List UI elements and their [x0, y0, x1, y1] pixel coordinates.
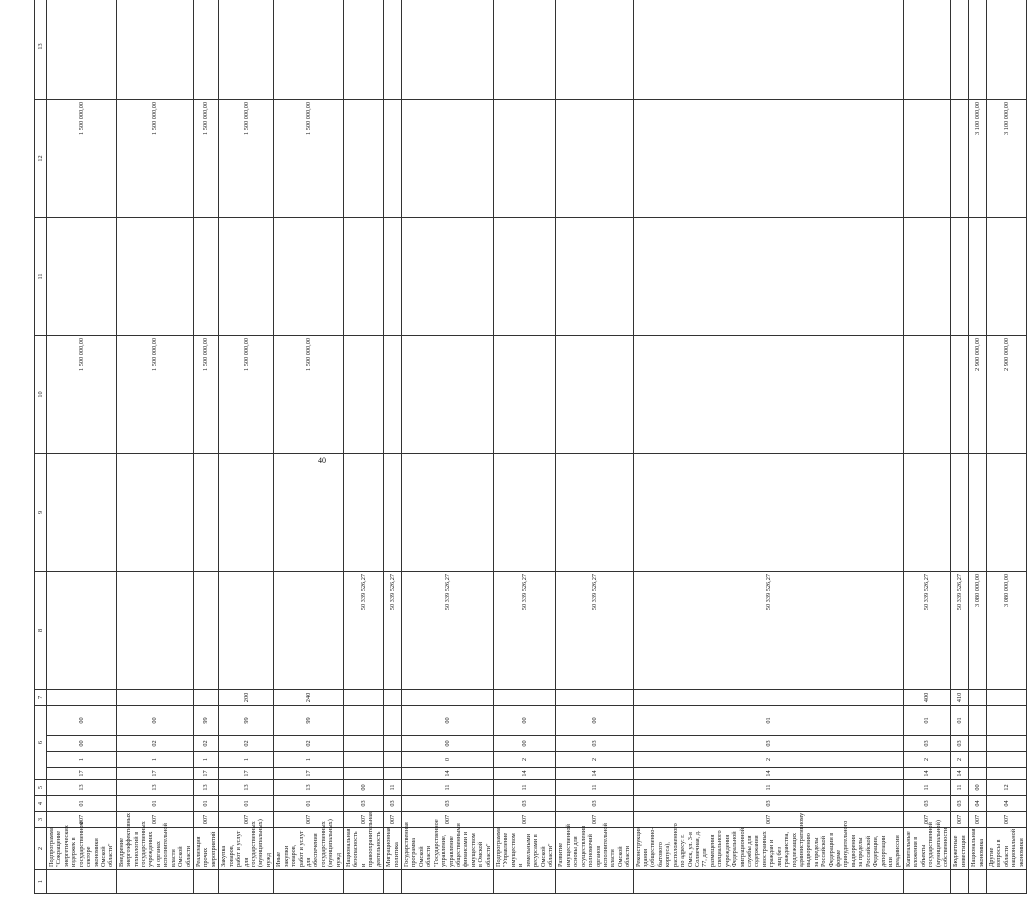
description-cell: Закупка товаров, работ и услуг для государственных (муниципальных) нужд [219, 828, 274, 870]
target-code-part-cell: 14 [633, 768, 903, 780]
target-code-part-cell: 2 [951, 752, 969, 768]
amount-col-8-cell [219, 571, 274, 689]
expense-type-cell: 240 [274, 689, 344, 705]
subsection-code-cell: 13 [274, 780, 344, 796]
target-code-part-cell: 17 [194, 768, 219, 780]
target-code-part-cell: 01 [951, 705, 969, 735]
section-code-cell: 01 [274, 796, 344, 812]
target-code-part-cell: 2 [633, 752, 903, 768]
section-code-cell: 04 [969, 796, 987, 812]
amount-col-8-cell: 3 080 000,00 [969, 571, 987, 689]
expense-type-cell [969, 689, 987, 705]
amount-col-10-cell: 1 500 000,00 [274, 335, 344, 453]
target-code-part-cell [344, 752, 384, 768]
amount-col-13-cell [384, 0, 402, 99]
grbs-code-cell: 007 [384, 812, 402, 828]
target-code-part-cell: 99 [194, 705, 219, 735]
description-cell: Реконструкция здания (общественно-бытового корпуса), расположенного по адресу: г. Омск, ул. 3-я Солнечная, д. 77, для размещения специального учреждения Федеральной миграционной службы для содержания иностранных граждан и лиц без гражданства, подлежащих административному выдворению за пределы Российской Федерации в форме принудительного выдворения за пределы Российской Федерации, депортации или реадмиссии [633, 828, 903, 870]
table-row [401, 0, 493, 894]
header-cell-4: 4 [35, 796, 47, 812]
table-row [951, 0, 969, 894]
subsection-code-cell: 13 [47, 780, 117, 796]
description-cell: Иные закупки товаров, работ и услуг для обеспечения государственных (муниципальных) нужд [274, 828, 344, 870]
target-code-part-cell: 02 [194, 736, 219, 752]
description-cell: Национальная безопасность и правоохранительная деятельность [344, 828, 384, 870]
target-code-part-cell: 1 [274, 752, 344, 768]
amount-col-12-cell: 3 100 000,00 [987, 99, 1027, 217]
row-number-cell [987, 870, 1027, 894]
amount-col-12-cell [903, 99, 951, 217]
amount-col-8-cell: 50 339 526,27 [951, 571, 969, 689]
target-code-part-cell: 02 [274, 736, 344, 752]
grbs-code-cell: 007 [116, 812, 193, 828]
subsection-code-cell: 11 [384, 780, 402, 796]
amount-col-10-cell [401, 335, 493, 453]
amount-col-13-cell [401, 0, 493, 99]
target-code-part-cell [987, 736, 1027, 752]
expense-type-cell [556, 689, 633, 705]
target-code-part-cell: 00 [47, 705, 117, 735]
amount-col-13-cell [219, 0, 274, 99]
amount-col-8-cell: 50 339 526,27 [344, 571, 384, 689]
amount-col-11-cell [47, 217, 117, 335]
description-cell: Национальная экономика [969, 828, 987, 870]
expense-type-cell [47, 689, 117, 705]
table-row [116, 0, 193, 894]
page-number: 40 [318, 456, 326, 465]
row-number-cell [401, 870, 493, 894]
row-number-cell [274, 870, 344, 894]
amount-col-10-cell: 1 500 000,00 [47, 335, 117, 453]
description-cell: Подпрограмма "Управление имуществом и земельными ресурсами в Омской области" [494, 828, 556, 870]
target-code-part-cell: 02 [116, 736, 193, 752]
target-code-part-cell: 01 [903, 705, 951, 735]
target-code-part-cell: 00 [494, 705, 556, 735]
amount-col-9-cell [633, 453, 903, 571]
description-cell: Миграционная политика [384, 828, 402, 870]
expense-type-cell [116, 689, 193, 705]
amount-col-10-cell: 1 500 000,00 [219, 335, 274, 453]
table-row [556, 0, 633, 894]
table-row [47, 0, 117, 894]
target-code-part-cell [344, 705, 384, 735]
amount-col-11-cell [116, 217, 193, 335]
subsection-code-cell: 00 [344, 780, 384, 796]
header-cell-8: 8 [35, 571, 47, 689]
table-row [494, 0, 556, 894]
amount-col-10-cell: 1 500 000,00 [194, 335, 219, 453]
header-cell-11: 11 [35, 217, 47, 335]
amount-col-13-cell [116, 0, 193, 99]
target-code-part-cell: 17 [219, 768, 274, 780]
header-cell-7: 7 [35, 689, 47, 705]
expense-type-cell [194, 689, 219, 705]
description-cell: Внедрение энергоэффективных технологий в государственных учреждениях и органах исполнительной власти Омской области [116, 828, 193, 870]
target-code-part-cell: 02 [219, 736, 274, 752]
table-row [987, 0, 1027, 894]
amount-col-8-cell: 50 339 526,27 [494, 571, 556, 689]
amount-col-12-cell: 1 500 000,00 [47, 99, 117, 217]
target-code-part-cell: 03 [556, 736, 633, 752]
target-code-part-cell: 17 [116, 768, 193, 780]
table-row [633, 0, 903, 894]
amount-col-9-cell [384, 453, 402, 571]
row-number-cell [344, 870, 384, 894]
header-cell-1: 1 [35, 870, 47, 894]
expense-type-cell [401, 689, 493, 705]
amount-col-11-cell [951, 217, 969, 335]
target-code-part-cell: 00 [116, 705, 193, 735]
target-code-part-cell [987, 752, 1027, 768]
amount-col-8-cell [194, 571, 219, 689]
target-code-part-cell [344, 768, 384, 780]
amount-col-9-cell [219, 453, 274, 571]
subsection-code-cell: 00 [969, 780, 987, 796]
amount-col-12-cell [384, 99, 402, 217]
amount-col-12-cell [344, 99, 384, 217]
grbs-code-cell: 007 [556, 812, 633, 828]
budget-allocation-table [34, 0, 1027, 894]
subsection-code-cell: 11 [951, 780, 969, 796]
header-cell-10: 10 [35, 335, 47, 453]
row-number-cell [116, 870, 193, 894]
amount-col-10-cell [556, 335, 633, 453]
row-number-cell [384, 870, 402, 894]
header-cell-12: 12 [35, 99, 47, 217]
amount-col-10-cell: 1 500 000,00 [116, 335, 193, 453]
table-row [969, 0, 987, 894]
grbs-code-cell: 007 [194, 812, 219, 828]
column-number-header-row [35, 0, 47, 894]
section-code-cell: 03 [384, 796, 402, 812]
target-code-part-cell: 01 [633, 705, 903, 735]
amount-col-12-cell: 3 100 000,00 [969, 99, 987, 217]
target-code-part-cell: 2 [494, 752, 556, 768]
amount-col-11-cell [401, 217, 493, 335]
amount-col-13-cell [903, 0, 951, 99]
target-code-part-cell: 14 [401, 768, 493, 780]
amount-col-8-cell: 50 339 526,27 [401, 571, 493, 689]
amount-col-10-cell [344, 335, 384, 453]
subsection-code-cell: 11 [494, 780, 556, 796]
grbs-code-cell: 007 [987, 812, 1027, 828]
grbs-code-cell: 007 [274, 812, 344, 828]
target-code-part-cell: 99 [274, 705, 344, 735]
amount-col-13-cell [951, 0, 969, 99]
description-cell: Подпрограмма "Сокращение энергетических издержек в государственном секторе экономики Омской области" [47, 828, 117, 870]
target-code-part-cell: 00 [401, 705, 493, 735]
subsection-code-cell: 11 [633, 780, 903, 796]
target-code-part-cell: 14 [903, 768, 951, 780]
amount-col-9-cell [274, 453, 344, 571]
amount-col-12-cell [556, 99, 633, 217]
subsection-code-cell: 13 [116, 780, 193, 796]
target-code-part-cell [969, 736, 987, 752]
amount-col-9-cell [903, 453, 951, 571]
row-number-cell [194, 870, 219, 894]
amount-col-13-cell [344, 0, 384, 99]
amount-col-8-cell: 50 339 526,27 [384, 571, 402, 689]
amount-col-13-cell [633, 0, 903, 99]
grbs-code-cell: 007 [219, 812, 274, 828]
amount-col-8-cell: 50 339 526,27 [633, 571, 903, 689]
section-code-cell: 01 [194, 796, 219, 812]
row-number-cell [47, 870, 117, 894]
amount-col-9-cell [401, 453, 493, 571]
amount-col-11-cell [274, 217, 344, 335]
target-code-part-cell [384, 752, 402, 768]
amount-col-10-cell [633, 335, 903, 453]
row-number-cell [969, 870, 987, 894]
description-cell: Государственная программа Омской области "Государственное управление, управление общественными финансами и имуществом в Омской области" [401, 828, 493, 870]
amount-col-10-cell [384, 335, 402, 453]
header-cell-3: 3 [35, 812, 47, 828]
section-code-cell: 03 [401, 796, 493, 812]
target-code-part-cell: 1 [47, 752, 117, 768]
grbs-code-cell: 007 [633, 812, 903, 828]
header-cell-9: 9 [35, 453, 47, 571]
section-code-cell: 03 [951, 796, 969, 812]
row-number-cell [633, 870, 903, 894]
row-number-cell [219, 870, 274, 894]
target-code-part-cell [987, 768, 1027, 780]
row-number-cell [903, 870, 951, 894]
amount-col-12-cell [494, 99, 556, 217]
amount-col-8-cell [47, 571, 117, 689]
target-code-part-cell [384, 705, 402, 735]
amount-col-12-cell: 1 500 000,00 [194, 99, 219, 217]
amount-col-13-cell [47, 0, 117, 99]
target-code-part-cell [969, 768, 987, 780]
target-code-part-cell [969, 752, 987, 768]
expense-type-cell [344, 689, 384, 705]
expense-type-cell [633, 689, 903, 705]
target-code-part-cell: 03 [903, 736, 951, 752]
amount-col-8-cell: 50 339 526,27 [903, 571, 951, 689]
amount-col-13-cell [556, 0, 633, 99]
target-code-part-cell: 99 [219, 705, 274, 735]
target-code-part-cell: 17 [274, 768, 344, 780]
target-code-part-cell: 00 [401, 736, 493, 752]
expense-type-cell: 400 [903, 689, 951, 705]
grbs-code-cell: 007 [344, 812, 384, 828]
subsection-code-cell: 12 [987, 780, 1027, 796]
target-code-part-cell: 1 [219, 752, 274, 768]
expense-type-cell: 200 [219, 689, 274, 705]
grbs-code-cell: 007 [47, 812, 117, 828]
amount-col-9-cell [194, 453, 219, 571]
section-code-cell: 01 [219, 796, 274, 812]
grbs-code-cell: 007 [494, 812, 556, 828]
header-cell-5: 5 [35, 780, 47, 796]
amount-col-12-cell: 1 500 000,00 [274, 99, 344, 217]
amount-col-10-cell: 2 900 000,00 [987, 335, 1027, 453]
target-code-part-cell: 1 [116, 752, 193, 768]
description-cell: Капитальные вложения в объекты государственной (муниципальной) собственности [903, 828, 951, 870]
amount-col-9-cell [494, 453, 556, 571]
amount-col-8-cell: 3 080 000,00 [987, 571, 1027, 689]
amount-col-11-cell [633, 217, 903, 335]
subsection-code-cell: 13 [219, 780, 274, 796]
subsection-code-cell: 11 [556, 780, 633, 796]
grbs-code-cell: 007 [401, 812, 493, 828]
amount-col-9-cell [47, 453, 117, 571]
amount-col-8-cell: 50 339 526,27 [556, 571, 633, 689]
amount-col-8-cell [274, 571, 344, 689]
amount-col-10-cell [494, 335, 556, 453]
amount-col-11-cell [903, 217, 951, 335]
target-code-part-cell: 1 [194, 752, 219, 768]
amount-col-9-cell [987, 453, 1027, 571]
expense-type-cell [384, 689, 402, 705]
target-code-part-cell: 17 [47, 768, 117, 780]
amount-col-11-cell [556, 217, 633, 335]
amount-col-11-cell [969, 217, 987, 335]
amount-col-9-cell [951, 453, 969, 571]
target-code-part-cell: 00 [494, 736, 556, 752]
amount-col-13-cell [494, 0, 556, 99]
description-cell: Развитие имущественной основы для осуществления полномочий органов исполнительной власти Омской области [556, 828, 633, 870]
table-row [274, 0, 344, 894]
amount-col-13-cell [987, 0, 1027, 99]
amount-col-10-cell: 2 900 000,00 [969, 335, 987, 453]
target-code-part-cell [987, 705, 1027, 735]
section-code-cell: 03 [903, 796, 951, 812]
amount-col-11-cell [219, 217, 274, 335]
grbs-code-cell: 007 [969, 812, 987, 828]
amount-col-11-cell [194, 217, 219, 335]
row-number-cell [494, 870, 556, 894]
header-cell-13: 13 [35, 0, 47, 99]
target-code-part-cell [344, 736, 384, 752]
table-row [219, 0, 274, 894]
target-code-part-cell: 2 [903, 752, 951, 768]
header-cell-2: 2 [35, 828, 47, 870]
amount-col-13-cell [274, 0, 344, 99]
amount-col-12-cell: 1 500 000,00 [116, 99, 193, 217]
target-code-part-cell: 00 [556, 705, 633, 735]
amount-col-9-cell [116, 453, 193, 571]
amount-col-12-cell [951, 99, 969, 217]
section-code-cell: 03 [494, 796, 556, 812]
amount-col-11-cell [494, 217, 556, 335]
target-code-part-cell: 03 [633, 736, 903, 752]
target-code-part-cell [384, 768, 402, 780]
section-code-cell: 01 [116, 796, 193, 812]
table-row [344, 0, 384, 894]
description-cell: Бюджетные инвестиции [951, 828, 969, 870]
amount-col-13-cell [969, 0, 987, 99]
amount-col-10-cell [951, 335, 969, 453]
target-code-part-cell: 14 [556, 768, 633, 780]
section-code-cell: 04 [987, 796, 1027, 812]
subsection-code-cell: 11 [401, 780, 493, 796]
grbs-code-cell: 007 [903, 812, 951, 828]
amount-col-13-cell [194, 0, 219, 99]
amount-col-12-cell [633, 99, 903, 217]
grbs-code-cell: 007 [951, 812, 969, 828]
section-code-cell: 03 [633, 796, 903, 812]
amount-col-11-cell [344, 217, 384, 335]
target-code-part-cell: 03 [951, 736, 969, 752]
row-number-cell [556, 870, 633, 894]
target-code-part-cell: 00 [47, 736, 117, 752]
target-code-part-cell: 0 [401, 752, 493, 768]
amount-col-12-cell [401, 99, 493, 217]
target-code-part-cell: 14 [951, 768, 969, 780]
target-code-part-cell: 14 [494, 768, 556, 780]
subsection-code-cell: 11 [903, 780, 951, 796]
row-number-cell [951, 870, 969, 894]
table-row [903, 0, 951, 894]
target-code-part-cell [384, 736, 402, 752]
expense-type-cell [494, 689, 556, 705]
amount-col-12-cell: 1 500 000,00 [219, 99, 274, 217]
amount-col-9-cell [556, 453, 633, 571]
expense-type-cell: 410 [951, 689, 969, 705]
section-code-cell: 03 [556, 796, 633, 812]
expense-type-cell [987, 689, 1027, 705]
amount-col-9-cell [969, 453, 987, 571]
amount-col-8-cell [116, 571, 193, 689]
target-code-part-cell [969, 705, 987, 735]
table-row [384, 0, 402, 894]
amount-col-9-cell [344, 453, 384, 571]
table-row [194, 0, 219, 894]
target-code-part-cell: 2 [556, 752, 633, 768]
description-cell: Другие вопросы в области национальной экономики [987, 828, 1027, 870]
amount-col-10-cell [903, 335, 951, 453]
section-code-cell: 03 [344, 796, 384, 812]
amount-col-11-cell [384, 217, 402, 335]
header-cell-6: 6 [35, 705, 47, 779]
amount-col-11-cell [987, 217, 1027, 335]
subsection-code-cell: 13 [194, 780, 219, 796]
description-cell: Реализация прочих мероприятий [194, 828, 219, 870]
section-code-cell: 01 [47, 796, 117, 812]
